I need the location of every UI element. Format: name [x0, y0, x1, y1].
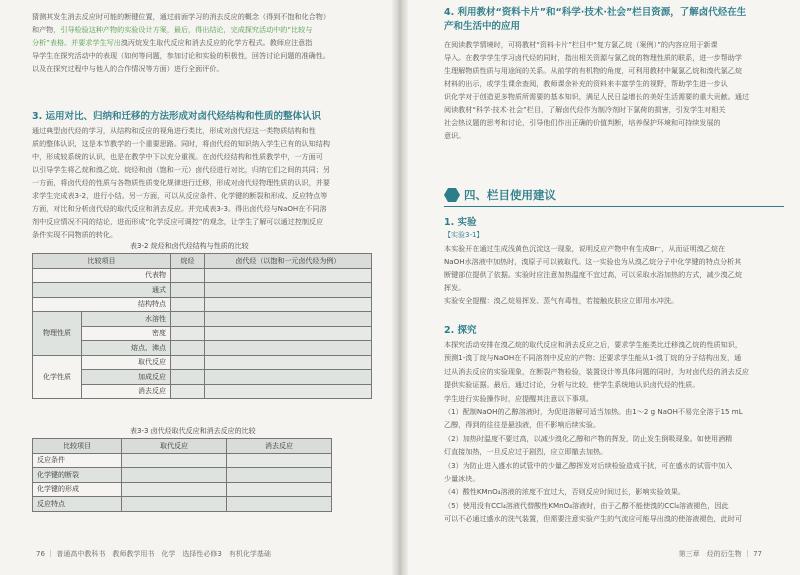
table-row-label: 加成反应	[82, 370, 171, 385]
section-3-body	[32, 124, 372, 241]
experiment-line: 实验安全提醒：溴乙烷易挥发、蒸气有毒性，若接触皮肤应立即用水冲洗。	[444, 296, 679, 305]
section-4-line: 意识。	[444, 131, 466, 140]
section-divider	[444, 206, 784, 207]
table-header: 取代反应	[122, 439, 227, 454]
section-four-title: 四、栏目使用建议	[464, 188, 556, 202]
table-3-2-caption: 表3-2 烷烃和卤代烃结构与性质的比较	[130, 242, 249, 250]
intro-line-1: 猜测其发生消去反应时可能的断键位置，通过前面学习的消去反应的概念（得到不饱和化合物）	[32, 12, 330, 21]
table-row-label: 通式	[33, 283, 171, 298]
section-3-title: 3. 运用对比、归纳和迁移的方法形成对卤代烃结构和性质的整体认识	[32, 111, 322, 122]
right-page	[402, 0, 800, 575]
section-3-line: 条件实现不同物质的转化。	[32, 230, 118, 239]
section-4-title-line-2: 产和生活中的应用	[444, 21, 521, 32]
intro-line-4: 导学生在探究活动中的表现（如何等问题，参加讨论和实验的积极性，回答讨论问题的准确性。	[32, 51, 330, 60]
table-3-2	[32, 253, 372, 399]
experiment-line: NaOH水溶液中加热时，溴原子可以被取代。这一实验也为从溴乙烷分子中化学键的特点分析其	[444, 257, 742, 266]
table-row-label: 反应条件	[33, 453, 122, 468]
table-row-label: 代表物	[33, 268, 171, 283]
section-3-line: 质的整体认识，这是本节教学的一个重要思路。同时，将卤代烃的知识纳入学生已有的认知结构	[32, 139, 330, 148]
book-gutter	[392, 0, 408, 575]
inquiry-line: （3）为防止进入盛水的试管中的少量乙醇挥发对后续检验造成干扰，可在盛水的试管中加入	[444, 460, 733, 470]
left-footer: 76 ｜ 普通高中教科书 教师教学用书 化学 选择性必修3 有机化学基础	[36, 550, 271, 558]
section-3-line: 求学生完成表3-2，进行小结。另一方面，可以从反应条件、化学键的断裂和形成、反应特点等	[32, 191, 328, 200]
sub-inquiry-title: 2. 探究	[444, 325, 477, 336]
table-row-label: 熔点、沸点	[82, 341, 171, 356]
table-header: 烷烃	[171, 254, 205, 269]
inquiry-line: （4）酸性KMnO₄溶液的浓度不宜过大，否则反应时间过长，影响实验效果。	[444, 487, 686, 497]
section-4-line: 社会热议题的思考和讨论，引导他们作出正确的价值判断，培养保护环境和可持续发展的	[444, 118, 721, 127]
intro-line-2b: ，引导检验这种产物的实验设计方案，最后，得出结论，完成探究活动中的“比较与	[53, 25, 313, 34]
table-header: 比较项目	[33, 439, 122, 454]
table-row-label: 化学键的断裂	[33, 468, 122, 483]
table-header: 卤代烃（以饱和一元卤代烃为例）	[204, 254, 371, 269]
section-3-line: 以引导学生将乙烷和溴乙烷、烷烃和卤（饱和一元）卤代烃进行对比，归纳它们之间的共同；另	[32, 165, 330, 174]
section-3-line: 一方面，将卤代烃的性质与各物质性质变化规律进行迁移，形成对卤代烃物理性质的认识，并要	[32, 178, 330, 187]
intro-line-3a: 分析”表格。并要求学生写出	[32, 38, 121, 47]
table-3-3-caption: 表3-3 卤代烃取代反应和消去反应的比较	[130, 427, 256, 435]
inquiry-body	[444, 338, 784, 526]
intro-line-2a: 和产物	[32, 25, 54, 34]
table-row-label: 水溶性	[82, 312, 171, 327]
table-header: 消去反应	[227, 439, 332, 454]
table-row-label: 结构特点	[33, 297, 171, 312]
inquiry-line: （1）配制NaOH的乙醇溶液时，为促进溶解可适当加热。由1～2 g NaOH不易完全溶于15 mL	[444, 407, 743, 417]
inquiry-line: 灯直接加热，一旦反应过于剧烈，应立即撤去加热。	[444, 447, 608, 457]
intro-paragraph	[32, 10, 372, 75]
table-row-label: 化学键的形成	[33, 482, 122, 497]
inquiry-line: 过从消去反应的实验现象，在断裂产物检验，装置设计等具体问题的同时，为对卤代烃的消去反应	[444, 366, 750, 376]
section-4-line: 识化学对于创造更多物质所需要的基本知识，满足人民日益增长的美好生活需要的重大贡献。通过	[444, 92, 750, 101]
section-4-title-line-1: 4. 利用教材“资料卡片”和“科学·技术·社会”栏目资源，了解卤代烃在生	[444, 7, 747, 18]
table-header: 比较项目	[33, 254, 171, 269]
experiment-line: 本实验开在通过生成浅黄色沉淀这一现象，说明反应产物中有生成Br⁻，从而证明溴乙烷在	[444, 244, 726, 253]
sub-experiment-title: 1. 实验	[444, 217, 477, 228]
left-page-number: 76	[36, 550, 45, 558]
section-3-line: 中，形成较系统的认识，也是在教学中下以充分重视。在卤代烃结构和性质教学中，一方面可	[32, 152, 323, 161]
inquiry-line: （2）加热时温度不要过高，以减少溴化乙醇和产物的挥发，防止发生倒吸现象。如使用酒精	[444, 433, 733, 443]
group-chemical: 化学性质	[33, 355, 82, 399]
right-footer-chapter: 第三章 烃的衍生物	[678, 550, 742, 558]
experiment-line: 断键部位提供了依据。实验时应注意加热温度不宜过高，可以采取水浴加热的方式，减少溴乙烷	[444, 270, 742, 279]
section-4-line: 生理解物质性质与用途间的关系。从前学的有机物的角度，可利用教材中氟氯乙烷和溴代氯乙烷	[444, 66, 742, 75]
hexagon-icon	[444, 188, 460, 202]
right-page-number: 77	[753, 550, 762, 558]
inquiry-line: （5）使用没有CCl₄溶液代替酸性KMnO₄溶液时，由于乙醇不能使溴的CCl₄溶液褪色，因此	[444, 500, 729, 510]
experiment-line: 挥发。	[444, 283, 466, 292]
table-row-label: 消去反应	[82, 384, 171, 399]
section-3-line: 剂中反应情况不同的结论，进而形成“化学反应可调控”的观念，让学生了解可以通过控制反应	[32, 217, 324, 226]
table-row-label: 取代反应	[82, 355, 171, 370]
section-4-body	[444, 38, 784, 142]
section-4-line: 阅读教材“科学·技术·社会”栏目，了解卤代烃作为制冷剂时下氯荷的损害，引发学生对相关	[444, 105, 726, 114]
inquiry-line: 预测1-溴丁烷与NaOH在不同溶剂中反应的产物；还要求学生能从1-溴丁烷的分子结构出发，通	[444, 353, 742, 363]
inquiry-line: 乙醇，得到的往往是悬浊液，但不影响后续实验。	[444, 420, 601, 430]
experiment-body	[444, 242, 784, 307]
experiment-tag: 【实验3-1】	[444, 231, 484, 239]
inquiry-line: 少量冰块。	[444, 474, 480, 484]
inquiry-line: 学生进行实验操作时，应提醒其注意以下事项。	[444, 393, 593, 403]
inquiry-line: 提供实验证据。最后，通过讨论，分析与比较，使学生系统地认识卤代烃的性质。	[444, 380, 700, 390]
inquiry-line: 可以不必通过盛水的洗气装置，但需要注意实验产生的气流应可能导出溴的使溶液褪色，此时可	[444, 514, 742, 524]
left-page	[0, 0, 398, 575]
table-row-label: 反应特点	[33, 497, 122, 512]
section-4-line: 在阅读教学情境时，可将教材“资料卡片”栏目中“复方氯乙烷（案例）”的内容应用于新课	[444, 40, 718, 49]
left-footer-text: 普通高中教科书 教师教学用书 化学 选择性必修3 有机化学基础	[56, 550, 271, 558]
section-3-line: 方面，对比和分析卤代烃的取代反应和消去反应。并完成表3-3。得出卤代烃与NaOH在不同溶	[32, 204, 327, 213]
section-3-line: 通过典型卤代烃的学习，从结构和反应的视角进行类比，形成对卤代烃这一类物质结构和性	[32, 126, 316, 135]
intro-line-3b: 溴丙烷发生取代反应和消去反应的化学方程式。教师应注意指	[120, 38, 313, 47]
section-4-line: 导入。在教学学生学习卤代烃的同时，指出相关资源与氯乙烷的物理性质的联系，进一步帮助学	[444, 53, 742, 62]
table-row-label: 密度	[82, 326, 171, 341]
intro-line-5: 以及在探究过程中与他人的合作情况等方面）进行全面评价。	[32, 64, 224, 73]
group-physical: 物理性质	[33, 312, 82, 356]
right-footer: 第三章 烃的衍生物 ｜ 77	[678, 550, 762, 558]
inquiry-line: 本探究活动安排在溴乙烷的取代反应和消去反应之后，要求学生能类比迁移溴乙烷的性质知识，	[444, 340, 742, 349]
table-3-3	[32, 438, 332, 512]
section-4-title	[444, 6, 784, 34]
section-4-line: 材料的出示，或学生课余查阅，教师课余补充的资料来丰富学生的视野，帮助学生进一步认	[444, 79, 728, 88]
